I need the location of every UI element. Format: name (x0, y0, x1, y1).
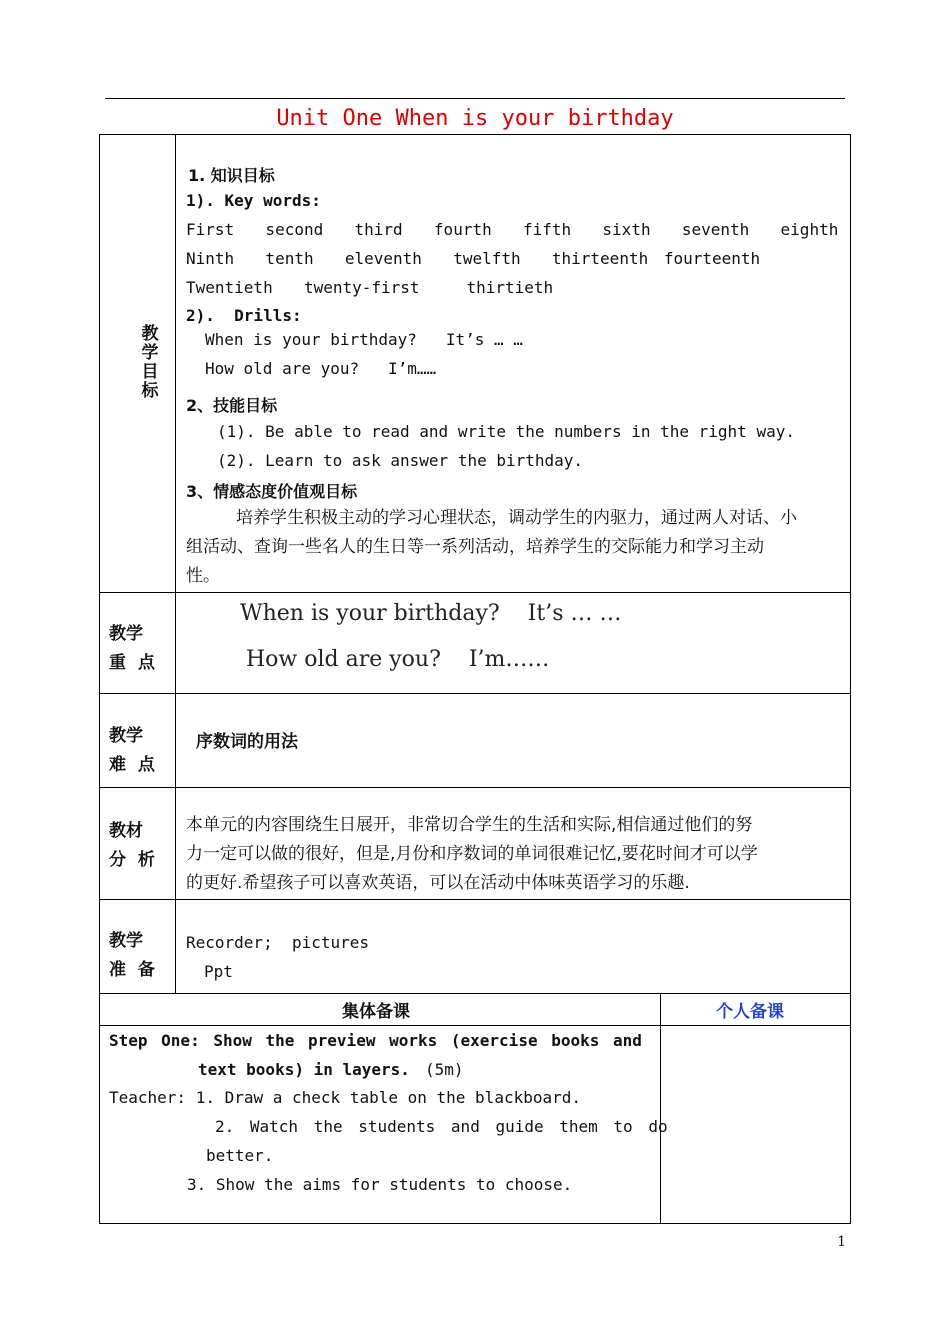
key-point-line-1: When is your birthday? It’s … … (240, 601, 622, 626)
key-points-label-bottom: 重 点 (109, 653, 155, 673)
prep-label-bottom: 准 备 (109, 960, 155, 980)
step-line-4: 2. Watch the students and guide them to do (215, 1117, 668, 1136)
analysis-label-bottom: 分 析 (109, 850, 155, 870)
row-divider (100, 993, 850, 994)
page-number: 1 (837, 1234, 846, 1250)
row-divider (100, 1025, 850, 1026)
emotion-line-3: 性。 (186, 566, 220, 586)
emotion-line-2: 组活动、查询一些名人的生日等一系列活动，培养学生的交际能力和学习主动 (186, 537, 764, 557)
step-line-3: Teacher: 1. Draw a check table on the blackboard. (109, 1088, 582, 1107)
keywords-heading: 1). Key words: (186, 191, 321, 210)
skill-line-2: (2). Learn to ask answer the birthday. (217, 451, 584, 470)
difficult-label-top: 教学 (109, 726, 143, 746)
difficult-label-bottom: 难 点 (109, 755, 155, 775)
row-divider (100, 693, 850, 694)
analysis-label-top: 教材 (109, 821, 143, 841)
step-time: (5m) (425, 1060, 464, 1079)
analysis-line-2: 力一定可以做的很好，但是,月份和序数词的单词很难记忆,要花时间才可以学 (186, 844, 758, 864)
step-line-5: better. (206, 1146, 274, 1165)
emotion-heading: 3、情感态度价值观目标 (186, 482, 358, 501)
drill-line-2: How old are you? I’m…… (205, 359, 437, 378)
header-rule (105, 98, 845, 99)
row-divider (100, 592, 850, 593)
skills-heading: 2、技能目标 (186, 396, 278, 415)
emotion-line-1: 培养学生积极主动的学习心理状态，调动学生的内驱力，通过两人对话、小 (236, 508, 797, 528)
analysis-line-1: 本单元的内容围绕生日展开，非常切合学生的生活和实际,相信通过他们的努 (186, 815, 753, 835)
prep-line-1: Recorder; pictures (186, 933, 370, 952)
key-points-label-top: 教学 (109, 624, 143, 644)
row-divider (100, 899, 850, 900)
analysis-line-3: 的更好.希望孩子可以喜欢英语，可以在活动中体味英语学习的乐趣. (186, 873, 690, 893)
prep-label-top: 教学 (109, 931, 143, 951)
keywords-line-1: First second third fourth fifth sixth seventh eighth (186, 220, 839, 239)
collective-header: 集体备课 (342, 1002, 410, 1022)
prep-line-2: Ppt (204, 962, 233, 981)
keywords-line-3: Twentieth twenty-first thirtieth (186, 278, 554, 297)
step-line-2: text books) in layers. (198, 1060, 410, 1079)
keywords-line-2: Ninth tenth eleventh twelfth thirteenth fourteenth (186, 249, 761, 268)
step-line-1: Step One: Show the preview works (exercise books and (109, 1031, 642, 1050)
lesson-plan-table (99, 134, 851, 1224)
key-point-line-2: How old are you? I’m…… (246, 647, 550, 672)
row-divider (100, 787, 850, 788)
drill-line-1: When is your birthday? It’s … … (205, 330, 523, 349)
page-title: Unit One When is your birthday (276, 106, 674, 131)
step-line-6: 3. Show the aims for students to choose. (187, 1175, 573, 1194)
knowledge-heading: 1. 知识目标 (188, 166, 275, 185)
personal-column-divider (660, 993, 661, 1224)
skill-line-1: (1). Be able to read and write the numbers in the right way. (217, 422, 795, 441)
label-column-divider (175, 135, 176, 993)
personal-header: 个人备课 (716, 1002, 784, 1022)
drills-heading: 2). Drills: (186, 306, 302, 325)
difficult-text: 序数词的用法 (196, 732, 298, 752)
objectives-label: 教 学 目 标 (141, 324, 159, 401)
